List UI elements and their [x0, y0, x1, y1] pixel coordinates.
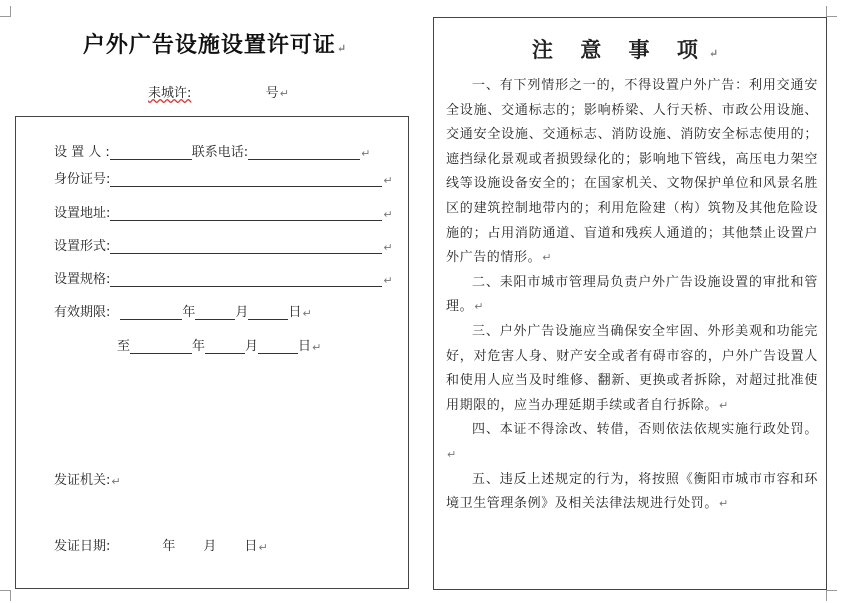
row-spec: 设置规格: ↵	[54, 272, 393, 287]
note-item-2: 二、耒阳市城市管理局负责户外广告设施设置的审批和管理。↵	[446, 274, 818, 315]
validity-month-line[interactable]	[195, 305, 235, 320]
note-item-3: 三、户外广告设施应当确保安全牢固、外形美观和功能完好，对危害人身、财产安全或者有碍市容的，户外广告设置人和使用人应当及时维修、翻新、更换或者拆除，对超过批准使用期限的，应当办理延期手续或者自行拆除。↵	[446, 323, 818, 413]
validity-day-line[interactable]	[248, 305, 288, 320]
spec-input-line[interactable]	[110, 272, 382, 287]
phone-input-line[interactable]	[248, 145, 360, 160]
row-form: 设置形式: ↵	[54, 239, 393, 254]
row-validity: 有效期限: 年 月 日 ↵	[54, 305, 312, 320]
corner-mark-bottom-left	[0, 590, 11, 601]
to-month-line[interactable]	[205, 339, 245, 354]
row-issue-date: 发证日期: 年 月 日 ↵	[54, 539, 268, 554]
id-input-line[interactable]	[110, 172, 382, 187]
validity-year-line[interactable]	[120, 305, 182, 320]
address-input-line[interactable]	[110, 206, 382, 221]
to-day-line[interactable]	[258, 339, 298, 354]
notes-title: 注 意 事 项↵	[531, 37, 729, 62]
permit-number: 耒城许: 号↵	[148, 86, 289, 101]
corner-mark-bottom-right	[826, 590, 837, 601]
note-item-5: 五、违反上述规定的行为，将按照《衡阳市城市市容和环境卫生管理条例》及相关法律法规进行处罚。↵	[446, 471, 818, 512]
setter-input-line[interactable]	[110, 145, 192, 160]
certificate-title: 户外广告设施设置许可证↵	[82, 32, 348, 58]
notes-list	[446, 74, 818, 517]
form-input-line[interactable]	[110, 239, 382, 254]
note-item-4: 四、本证不得涂改、转借，否则依法依规实施行政处罚。↵	[447, 422, 818, 461]
row-id: 身份证号: ↵	[54, 172, 393, 187]
row-issuer: 发证机关: ↵	[54, 473, 121, 488]
form-box	[15, 116, 409, 589]
notes-box	[433, 17, 827, 590]
note-item-1: 一、有下列情形之一的，不得设置户外广告：利用交通安全设施、交通标志的；影响桥梁、人行天桥、市政公用设施、交通安全设施、交通标志、消防设施、消防安全标志使用的；遮挡绿化景观或者损毁绿化的；影响地下管线，高压电力架空线等设施设备安全的；在国家机关、文物保护单位和风景名胜区的建筑控制地带内的；利用危险建（构）筑物及其他危险设施的；占用消防通道、盲道和残疾人通道的；其他禁止设置户外广告的情形。↵	[446, 78, 818, 266]
corner-mark-top-right	[826, 6, 837, 17]
row-setter: 设 置 人 : 联系电话: ↵	[54, 145, 371, 160]
row-validity-to: 至 年 月 日 ↵	[117, 339, 322, 354]
corner-mark-top-left	[0, 6, 11, 17]
row-address: 设置地址: ↵	[54, 206, 393, 221]
to-year-line[interactable]	[130, 339, 192, 354]
